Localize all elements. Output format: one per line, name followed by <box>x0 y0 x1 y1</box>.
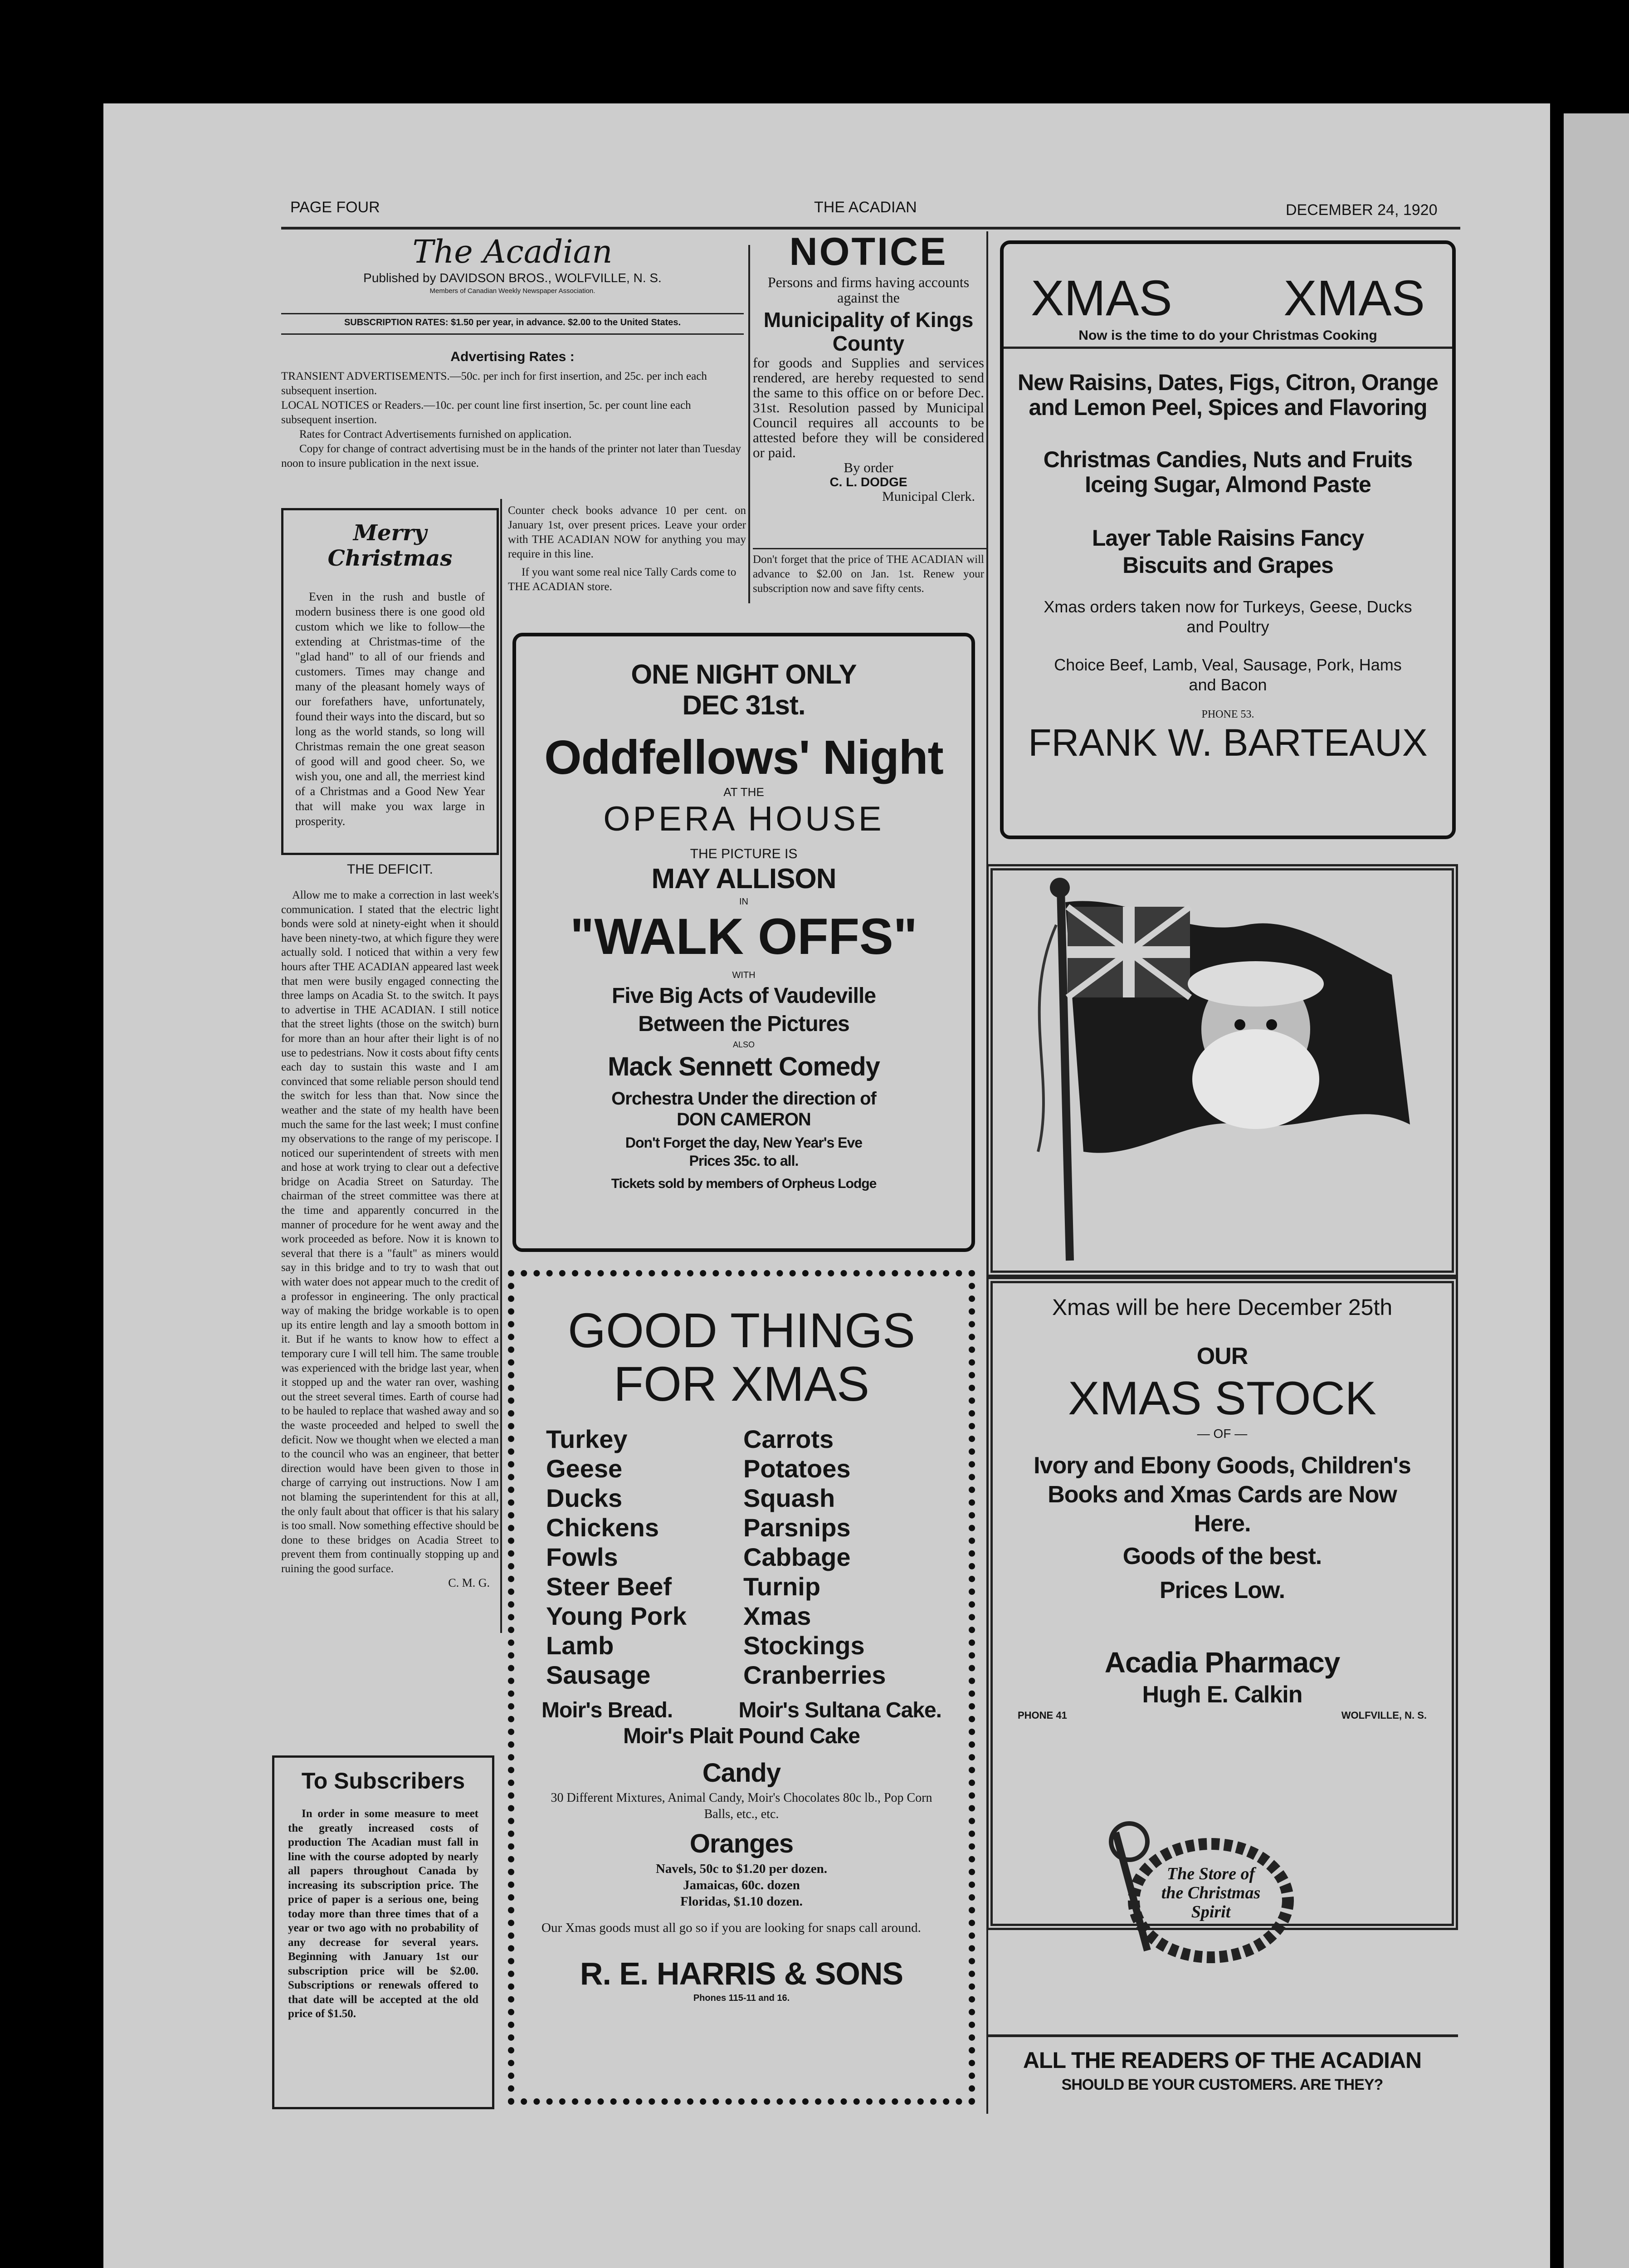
pharmacy-phone: PHONE 41 <box>1018 1710 1067 1721</box>
oddfellows-film: "WALK OFFS" <box>570 908 917 965</box>
oddfellows-with: WITH <box>732 970 756 980</box>
list-item: Young Pork <box>546 1602 687 1630</box>
oddfellows-ad <box>512 633 975 1252</box>
merry-christmas-box <box>281 508 499 855</box>
rule <box>1004 347 1452 349</box>
list-item: Lamb <box>546 1631 614 1660</box>
list-item: Chickens <box>546 1513 659 1542</box>
candy-text: 30 Different Mixtures, Animal Candy, Moir's Chocolates 80c lb., Pop Corn Balls, etc., etc. <box>551 1791 932 1821</box>
pharmacy-xmas-date: Xmas will be here December 25th <box>1052 1295 1393 1320</box>
list-item: Squash <box>743 1484 835 1512</box>
oddfellows-title: Oddfellows' Night <box>544 731 943 784</box>
pharmacy-of: — OF — <box>1197 1427 1248 1441</box>
notice-role: Municipal Clerk. <box>882 489 975 504</box>
advertising-heading: Advertising Rates : <box>450 349 575 364</box>
flag-illustration-frame <box>986 864 1458 1277</box>
merry-christmas-text: Even in the rush and bustle of modern business there is one good old custom which we like to follow—the extending at Christmas-time of the "glad hand" to all of our friends and customers. Times may change and many of the pleasant homely ways of our forefathers have, unfortunately, found their ways into the discard, but so long as the world stands, so long will Christmas remain the one great season of good will and good cheer. So, we wish you, one and all, the merriest kind of a Christmas and a Good New Year that will make you wax large in prosperity. <box>295 590 485 828</box>
moir-sultana: Moir's Sultana Cake. <box>738 1698 941 1722</box>
list-item: Parsnips <box>743 1513 851 1542</box>
masthead-association: Members of Canadian Weekly Newspaper Association. <box>429 287 595 295</box>
good-things-left-list <box>546 1424 743 1690</box>
oddfellows-between: Between the Pictures <box>638 1012 849 1036</box>
oddfellows-dont-forget: Don't Forget the day, New Year's Eve <box>625 1134 863 1151</box>
harris-good-things-ad <box>508 1270 975 2105</box>
transient-rate: TRANSIENT ADVERTISEMENTS.—50c. per inch for first insertion, and 25c. per inch each subsequent insertion. <box>281 370 707 397</box>
paper-name: THE ACADIAN <box>814 199 917 216</box>
pharmacy-goods: Ivory and Ebony Goods, Children's Books and Xmas Cards are Now Here. <box>1034 1452 1411 1537</box>
oddfellows-also: ALSO <box>732 1040 755 1049</box>
good-things-title-2: FOR XMAS <box>613 1356 870 1411</box>
barteaux-xmas-left: XMAS <box>1031 270 1172 326</box>
good-things-title-1: GOOD THINGS <box>567 1303 916 1358</box>
masthead-title: The Acadian <box>412 233 613 270</box>
barteaux-orders: Xmas orders taken now for Turkeys, Geese, Ducks and Poultry <box>1044 597 1412 636</box>
contract-rate: Rates for Contract Advertisements furnished on application. <box>299 428 572 440</box>
deficit-article <box>281 862 499 1590</box>
harris-phones: Phones 115-11 and 16. <box>693 1993 790 2003</box>
counter-check-notice <box>508 503 746 594</box>
badge-text: The Store of the Christmas Spirit <box>1161 1864 1261 1921</box>
barteaux-ad <box>1000 240 1456 839</box>
notice-intro: Persons and firms having accounts against the <box>767 274 970 306</box>
list-item: Sausage <box>546 1661 651 1689</box>
price-advance-notice <box>753 552 984 596</box>
good-things-list <box>541 1424 941 1690</box>
notice-by-order: By order <box>844 459 893 475</box>
pharmacy-prices: Prices Low. <box>1159 1577 1285 1603</box>
pharmacy-contact <box>993 1710 1452 1721</box>
pharmacy-owner: Hugh E. Calkin <box>1142 1681 1302 1708</box>
oddfellows-at: AT THE <box>723 785 764 799</box>
list-item: Turnip <box>743 1572 821 1601</box>
oddfellows-orchestra: Orchestra Under the direction of <box>611 1089 876 1109</box>
list-item: Fowls <box>546 1543 618 1571</box>
oranges-jamaicas: Jamaicas, 60c. dozen <box>683 1878 800 1892</box>
oddfellows-prices: Prices 35c. to all. <box>689 1153 799 1169</box>
oddfellows-conductor: DON CAMERON <box>677 1110 811 1129</box>
column-rule <box>500 499 502 1633</box>
barteaux-meats: Choice Beef, Lamb, Veal, Sausage, Pork, Hams and Bacon <box>1054 655 1402 694</box>
barteaux-xmas-heading <box>1004 271 1452 326</box>
barteaux-xmas-right: XMAS <box>1283 270 1425 326</box>
masthead <box>281 234 744 296</box>
readers-line-1: ALL THE READERS OF THE ACADIAN <box>1023 2048 1422 2073</box>
notice-body-title: Municipality of Kings County <box>763 308 974 355</box>
tally-cards-text: If you want some real nice Tally Cards come to THE ACADIAN store. <box>508 566 736 593</box>
oddfellows-date: DEC 31st. <box>682 690 805 720</box>
local-rate: LOCAL NOTICES or Readers.—10c. per count line first insertion, 5c. per count line each subsequent insertion. <box>281 399 691 426</box>
oddfellows-venue: OPERA HOUSE <box>603 800 884 838</box>
oddfellows-star: MAY ALLISON <box>651 863 836 894</box>
candy-title: Candy <box>702 1758 781 1788</box>
oddfellows-in: IN <box>739 897 748 907</box>
page-number: PAGE FOUR <box>290 199 380 216</box>
subscribers-text: In order in some measure to meet the greatly increased costs of production The Acadian must fall in line with the course adopted by nearly all papers throughout Canada by increasing its subscription price. The price of paper is a serious one, being today more than three times that of a year or two ago with no probability of any decrease for several years. Beginning with January 1st our subscription price will be $2.00. Subscriptions or renewals offered to that date will be accepted at the old price of $1.50. <box>288 1808 478 2020</box>
column-rule <box>748 245 750 603</box>
xmas-goods-note: Our Xmas goods must all go so if you are looking for snaps call around. <box>541 1921 921 1935</box>
notice-title: NOTICE <box>789 230 948 274</box>
oddfellows-tickets: Tickets sold by members of Orpheus Lodge <box>611 1176 877 1191</box>
list-item: Xmas <box>743 1602 811 1630</box>
subscribers-box <box>272 1755 494 2109</box>
list-item: Steer Beef <box>546 1572 672 1601</box>
rule <box>281 333 744 335</box>
rule <box>753 548 986 549</box>
list-item: Ducks <box>546 1484 623 1512</box>
barteaux-layer-raisins: Layer Table Raisins Fancy Biscuits and Grapes <box>1092 525 1364 578</box>
readers-footer-ad <box>986 2046 1458 2095</box>
municipal-notice <box>753 229 984 504</box>
harris-store-name: R. E. HARRIS & SONS <box>580 1956 903 1991</box>
rule <box>281 313 744 314</box>
subscription-rates: SUBSCRIPTION RATES: $1.50 per year, in advance. $2.00 to the United States. <box>344 318 681 327</box>
list-item: Turkey <box>546 1425 628 1453</box>
santa-flag-icon <box>993 870 1451 1270</box>
oranges-floridas: Floridas, $1.10 dozen. <box>680 1894 803 1909</box>
oddfellows-comedy: Mack Sennett Comedy <box>608 1052 880 1081</box>
moir-pound-cake: Moir's Plait Pound Cake <box>623 1724 860 1748</box>
barteaux-phone: PHONE 53. <box>1201 709 1254 720</box>
deficit-title: THE DEFICIT. <box>346 862 433 877</box>
masthead-publisher: Published by DAVIDSON BROS., WOLFVILLE, N. S. <box>363 271 662 285</box>
price-advance-text: Don't forget that the price of THE ACADIAN will advance to $2.00 on Jan. 1st. Renew your subscription now and save fifty cents. <box>753 553 984 595</box>
subscribers-title: To Subscribers <box>301 1768 465 1794</box>
oranges-navels: Navels, 50c to $1.20 per dozen. <box>655 1862 828 1876</box>
copy-deadline: Copy for change of contract advertising must be in the hands of the printer not later than Tuesday noon to insure publication in the next issue. <box>281 443 741 469</box>
oddfellows-acts: Five Big Acts of Vaudeville <box>611 984 876 1008</box>
deficit-text: Allow me to make a correction in last week's communication. I stated that the electric light bonds were sold at ninety-eight when it should have been ninety-two, at which figure they were actually sold. I noticed that within a very few hours after THE ACADIAN appeared last week that men were busily engaged connecting the three lamps on Acadia St. to the switch. It pays to advertise in THE ACADIAN. I still notice that the street lights (those on the switch) burn for more than an hour after their light is of no use to pedestrians. Now it costs about fifty cents each day to sustain this waste and I am convinced that some reliable person should tend the switch for less than that. Now since the weather and the state of my health have been much the same for the last week; I must confine my observations to the range of my periscope. I noticed our superintendent of streets with men and hose at work trying to clear out a defective bridge on Acadia Street on Saturday. The chairman of the street committee was there at the time and apparently concurred in the manner of procedure for he went away and the work proceeded as before. Now it is known to several that there is a "fault" as miners would say in this bridge and to try to wash that out with water does not appear much to the credit of a professor in engineering. The only practical way of making the bridge workable is to open up its entire length and lay a smooth bottom in it. But if he wants to know how to effect a temporary cure I will tell him. The same trouble was experienced with the bridge last year, when it stopped up and the water ran over, washing out the street several times. Earth of course had to be hauled to replace that washed away and so the waste proceeded and helped to swell the deficit. Now we thought when we elected a man to the council who was an engineer, that better direction would have been given to those in charge of carrying out instructions. Now I am not blaming the superintendent for this at all, the only fault about that officer is that his salary is too small. Now something effective should be done to these bridges on Acadia Street to prevent them from continually stopping up and ruining the good surface. <box>281 889 499 1575</box>
counter-check-text: Counter check books advance 10 per cent. on January 1st, over present prices. Leave your order with THE ACADIAN NOW for anything you may require in this line. <box>508 504 746 560</box>
list-item: Cranberries <box>743 1661 886 1689</box>
adjacent-page-edge <box>1564 113 1629 2268</box>
pharmacy-best: Goods of the best. <box>1122 1543 1322 1569</box>
list-item: Cabbage <box>743 1543 851 1571</box>
list-item: Stockings <box>743 1631 865 1660</box>
readers-line-2: SHOULD BE YOUR CUSTOMERS. ARE THEY? <box>1061 2076 1383 2093</box>
oranges-title: Oranges <box>689 1829 794 1858</box>
issue-date: DECEMBER 24, 1920 <box>1286 201 1438 219</box>
good-things-right-list <box>743 1424 886 1690</box>
pharmacy-name: Acadia Pharmacy <box>1104 1646 1340 1679</box>
pharmacy-town: WOLFVILLE, N. S. <box>1341 1710 1427 1721</box>
barteaux-candies: Christmas Candies, Nuts and Fruits Iceing Sugar, Almond Paste <box>1043 447 1413 497</box>
notice-text: for goods and Supplies and services rendered, are hereby requested to send the same to this office on or before Dec. 31st. Resolution passed by Municipal Council requires all accounts to be attested before they will be considered or paid. <box>753 355 984 460</box>
oddfellows-picture-is: THE PICTURE IS <box>690 846 798 861</box>
oddfellows-one-night: ONE NIGHT ONLY <box>631 659 857 689</box>
moir-line <box>541 1698 941 1723</box>
advertising-rates <box>281 349 744 471</box>
barteaux-tagline: Now is the time to do your Christmas Cooking <box>1078 328 1377 343</box>
list-item: Geese <box>546 1454 623 1483</box>
merry-christmas-title: Merry Christmas <box>327 520 453 571</box>
barteaux-raisins: New Raisins, Dates, Figs, Citron, Orange and Lemon Peel, Spices and Flavoring <box>1018 370 1438 420</box>
deficit-signature: C. M. G. <box>448 1576 490 1589</box>
barteaux-name: FRANK W. BARTEAUX <box>1028 721 1428 764</box>
pharmacy-our: OUR <box>1196 1343 1248 1369</box>
christmas-spirit-badge <box>1097 1814 1297 1969</box>
notice-name: C. L. DODGE <box>829 475 907 489</box>
rule <box>986 2034 1458 2037</box>
moir-bread: Moir's Bread. <box>541 1698 673 1722</box>
pharmacy-stock-title: XMAS STOCK <box>1068 1372 1376 1425</box>
list-item: Carrots <box>743 1425 834 1453</box>
list-item: Potatoes <box>743 1454 851 1483</box>
